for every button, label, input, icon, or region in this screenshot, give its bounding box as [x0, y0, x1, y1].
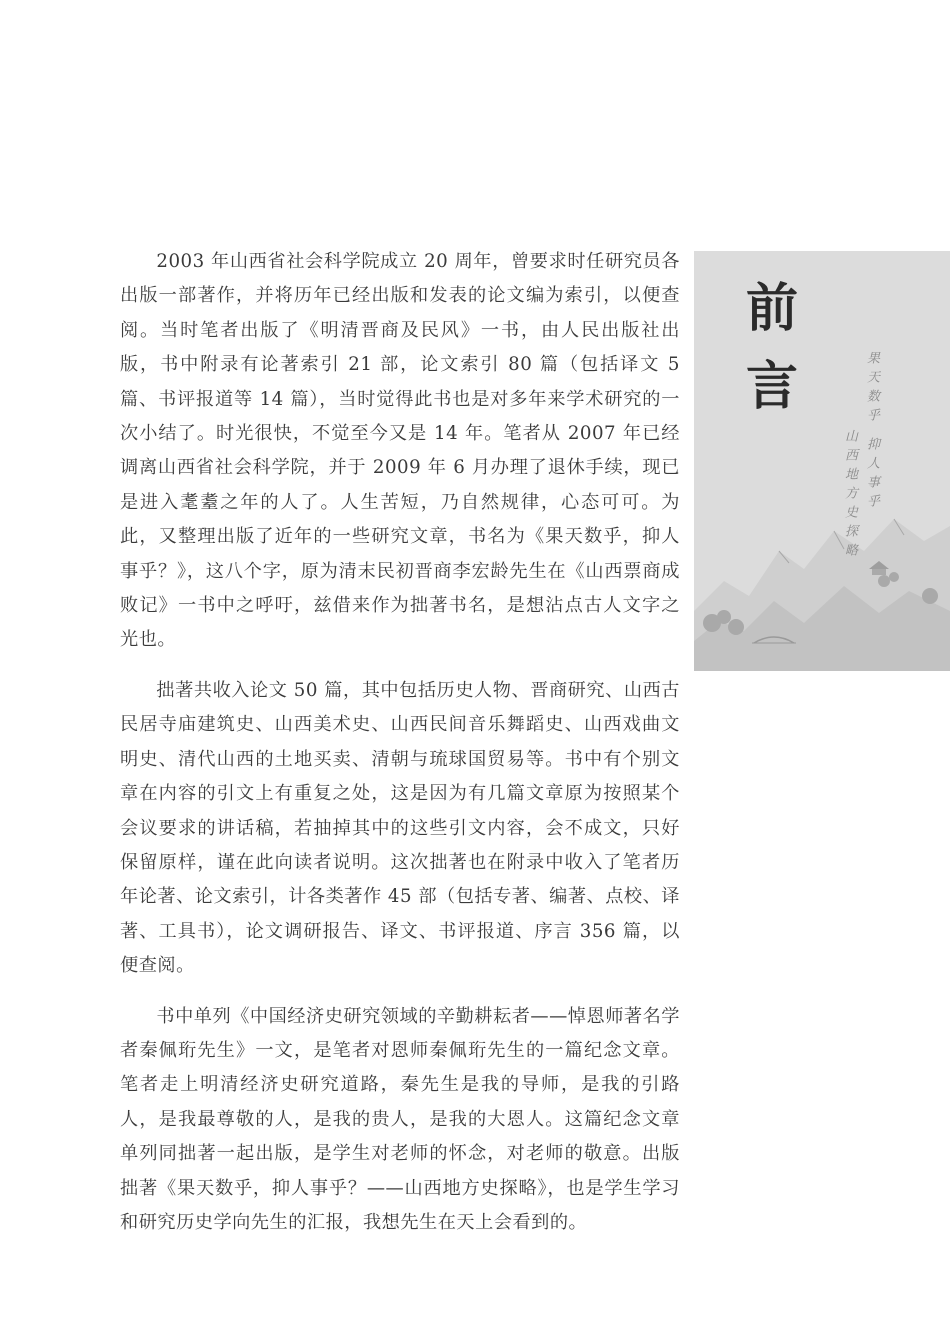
heading-char-yan: 言	[746, 356, 799, 417]
subtitle-line-1: 果天数乎 抑人事乎	[864, 351, 879, 514]
heading-char-qian: 前	[746, 278, 799, 339]
chapter-sidebar	[694, 251, 950, 671]
paragraph-2: 拙著共收入论文 50 篇，其中包括历史人物、晋商研究、山西古民居寺庙建筑史、山西美术史、山西民间音乐舞蹈史、山西戏曲文明史、清代山西的土地买卖、清朝与琉球国贸易等。书中有个别文章在内容的引文上有重复之处，这是因为有几篇文章原为按照某个会议要求的讲话稿，若抽掉其中的这些引文内容，会不成文，只好保留原样，谨在此向读者说明。这次拙著也在附录中收入了笔者历年论著、论文索引，计各类著作 45 部（包括专著、编著、点校、译著、工具书），论文调研报告、译文、书评报道、序言 356 篇，以便查阅。	[120, 679, 680, 977]
landscape-illustration	[694, 251, 950, 671]
paragraph-3: 书中单列《中国经济史研究领域的辛勤耕耘者——悼恩师著名学者秦佩珩先生》一文，是笔者对恩师秦佩珩先生的一篇纪念文章。笔者走上明清经济史研究道路，秦先生是我的导师，是我的引路人，是我最尊敬的人，是我的贵人，是我的大恩人。这篇纪念文章单列同拙著一起出版，是学生对老师的怀念，对老师的敬意。出版拙著《果天数乎，抑人事乎？——山西地方史探略》，也是学生学习和研究历史学向先生的汇报，我想先生在天上会看到的。	[120, 1005, 680, 1233]
paragraph-1: 2003 年山西省社会科学院成立 20 周年，曾要求时任研究员各出版一部著作，并将历年已经出版和发表的论文编为索引，以便查阅。当时笔者出版了《明清晋商及民风》一书，由人民出版社出版，书中附录有论著索引 21 部，论文索引 80 篇（包括译文 5 篇、书评报道等 14 篇），当时觉得此书也是对多年来学术研究的一次小结了。时光很快，不觉至今又是 14 年。笔者从 2007 年已经调离山西省社会科学院，并于 2009 年 6 月办理了退休手续，现已是进入耄耋之年的人了。人生苦短，乃自然规律，心态可可。为此，又整理出版了近年的一些研究文章，书名为《果天数乎，抑人事乎？》，这八个字，原为清末民初晋商李宏龄先生在《山西票商成败记》一书中之呼吁，兹借来作为拙著书名，是想沾点古人文字之光也。	[120, 251, 680, 651]
subtitle-line-2: 山西地方史探略	[842, 429, 857, 562]
preface-body	[120, 245, 680, 1256]
